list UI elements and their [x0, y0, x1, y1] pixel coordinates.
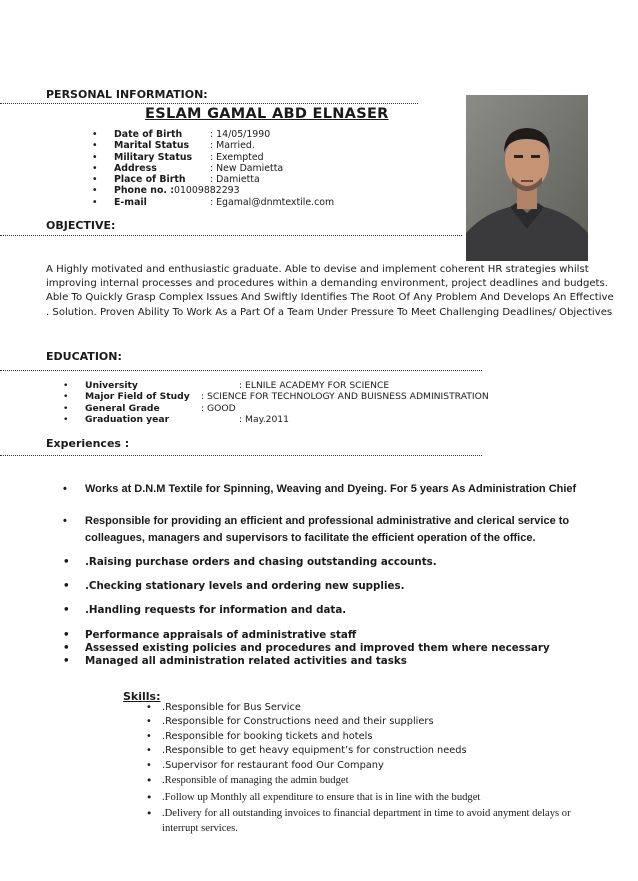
list-item: • Marital Status : Married. — [114, 140, 334, 151]
list-item-continuation: colleagues, managers and supervisors to facilitate the efficient operation of the office. — [85, 532, 536, 544]
divider — [0, 235, 462, 236]
objective-line: improving internal processes and procedures within a demanding environment, project deadlines and budgets. — [46, 278, 608, 290]
list-item: • .Raising purchase orders and chasing outstanding accounts. — [85, 556, 437, 568]
divider — [0, 455, 482, 456]
list-item: • Responsible for providing an efficient and professional administrative and clerical service to — [85, 515, 569, 527]
list-item: • .Responsible for Constructions need and their suppliers — [162, 716, 434, 727]
list-item: • Assessed existing policies and procedures and improved them where necessary — [85, 642, 550, 654]
profile-photo — [466, 95, 588, 261]
list-item: • .Responsible for booking tickets and hotels — [162, 731, 372, 742]
list-item: • Date of Birth : 14/05/1990 — [114, 129, 334, 140]
list-item: • .Handling requests for information and data. — [85, 604, 346, 616]
list-item: • Major Field of Study : SCIENCE FOR TECHNOLOGY AND BUISNESS ADMINISTRATION — [85, 391, 489, 402]
list-item: • E-mail : Egamal@dnmtextile.com — [114, 197, 334, 208]
objective-heading: OBJECTIVE: — [46, 219, 116, 232]
list-item: • .Checking stationary levels and ordering new supplies. — [85, 580, 405, 592]
personal-info-heading: PERSONAL INFORMATION: — [46, 88, 208, 101]
list-item: • .Responsible to get heavy equipment’s for construction needs — [162, 745, 467, 756]
list-item: • General Grade : GOOD — [85, 403, 489, 414]
education-list — [85, 380, 489, 425]
list-item: • Place of Birth : Damietta — [114, 174, 334, 185]
list-item: • .Supervisor for restaurant food Our Company — [162, 760, 384, 771]
experiences-heading: Experiences : — [46, 437, 130, 450]
candidate-name: ESLAM GAMAL ABD ELNASER — [145, 106, 389, 122]
objective-line: A Highly motivated and enthusiastic graduate. Able to devise and implement coherent HR strategies whilst — [46, 264, 589, 275]
list-item: • .Responsible of managing the admin budget — [162, 775, 349, 786]
divider — [0, 370, 482, 371]
list-item: • .Delivery for all outstanding invoices to financial department in time to avoid anyment delays or — [162, 808, 571, 819]
list-item: • Managed all administration related activities and tasks — [85, 655, 407, 667]
list-item: • Phone no. :01009882293 — [114, 185, 334, 196]
list-item: • Performance appraisals of administrative staff — [85, 629, 356, 641]
list-item: • .Follow up Monthly all expenditure to ensure that is in line with the budget — [162, 792, 480, 803]
list-item: • Military Status : Exempted — [114, 152, 334, 163]
objective-line: Able To Quickly Grasp Complex Issues And Swiftly Identifies The Root Of Any Problem And Develops An Effective — [46, 292, 614, 304]
list-item: • Works at D.N.M Textile for Spinning, Weaving and Dyeing. For 5 years As Administration Chief — [85, 483, 576, 495]
list-item: • Graduation year : May.2011 — [85, 414, 489, 425]
list-item-continuation: interrupt services. — [162, 823, 238, 834]
list-item: • University : ELNILE ACADEMY FOR SCIENCE — [85, 380, 489, 391]
list-item: • .Responsible for Bus Service — [162, 702, 301, 713]
skills-heading: Skills: — [123, 690, 161, 703]
objective-text — [46, 263, 614, 320]
divider — [0, 103, 418, 104]
personal-info-list — [114, 129, 334, 208]
education-heading: EDUCATION: — [46, 350, 122, 363]
objective-line: . Solution. Proven Ability To Work As a Part Of a Team Under Pressure To Meet Challenging Deadlines/ Objectives — [46, 306, 613, 318]
list-item: • Address : New Damietta — [114, 163, 334, 174]
